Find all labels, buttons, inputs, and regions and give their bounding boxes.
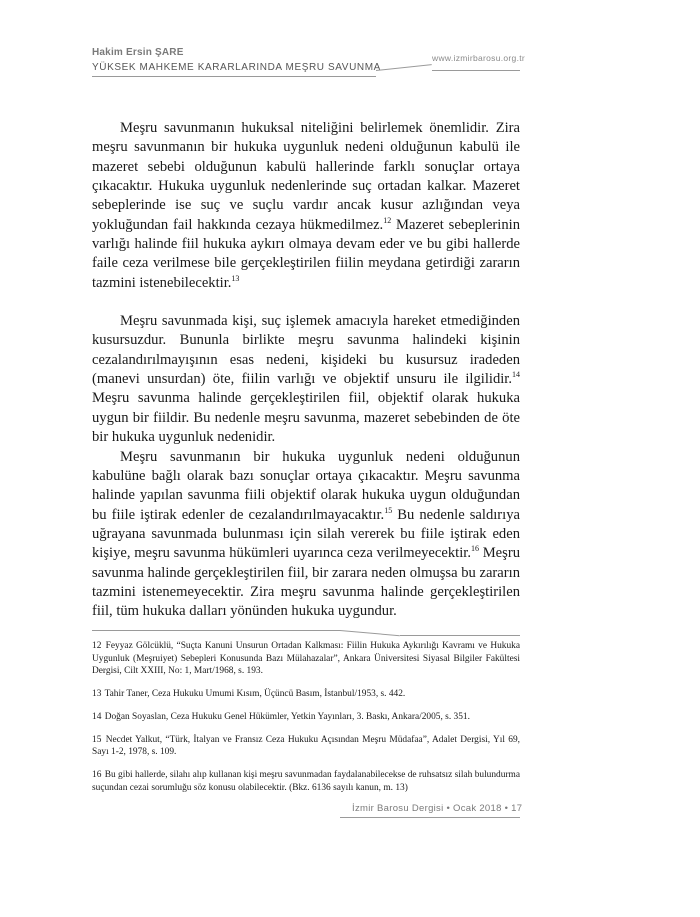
footnotes (92, 640, 520, 804)
paragraph-2-text-a: Meşru savunmada kişi, suç işlemek amacıyla hareket etmediğinden kusursuzdur. Bununla birlikte meşru savunma halindeki kişinin cezalandırılmayışının esas nedeni, kişideki bu kusursuz iradeden (manevi unsurdan) öte, fiilin varlığı ve objektif unsuru ile ilgilidir. (92, 313, 520, 388)
footnote-divider-right (400, 635, 520, 636)
footnote-number: 12 (92, 641, 102, 651)
footnote-ref-15: 15 (384, 505, 393, 515)
footnote-number: 15 (92, 734, 102, 745)
footnote-number: 16 (92, 769, 102, 780)
footnote-ref-13: 13 (231, 273, 240, 283)
paragraph-3-text-b: Bu nedenle saldırıya uğrayana savunmada bulunması için silah vererek bu fiile iştirak eden kişiye, meşru savunma hükümleri uyarınca ceza verilmeyecektir. (92, 506, 520, 562)
footnote-ref-16: 16 (470, 544, 479, 554)
footnote-12 (92, 640, 520, 678)
header-rule-diagonal (376, 64, 432, 71)
footnote-text: Bu gibi hallerde, silahı alıp kullanan kişi meşru savunmadan faydalanabilecekse de ruhsatsız silah bulundurma suçundan cezai sorumluğu söz konusu olabilecektir. (Bkz. 6136 sayılı kanun, m. 13) (92, 769, 521, 793)
running-header-title: YÜKSEK MAHKEME KARARLARINDA MEŞRU SAVUNMA (92, 62, 381, 73)
paragraph-2-text-b: Meşru savunma halinde gerçekleştirilen fiil, objektif olarak hukuka uygun bir fiildir. Bu nedenle meşru savunma, mazeret sebebinden de öte bir hukuka uygunluk nedenidir. (92, 390, 520, 446)
running-header-author: Hakim Ersin ŞARE (92, 47, 184, 58)
paragraph-1 (92, 119, 520, 293)
footnote-ref-12: 12 (383, 215, 392, 225)
footnote-ref-14: 14 (512, 370, 520, 380)
footnote-text: Tahir Taner, Ceza Hukuku Umumi Kısım, Üçüncü Basım, İstanbul/1953, s. 442. (104, 689, 406, 700)
main-text (92, 119, 520, 622)
footnote-number: 13 (92, 689, 102, 700)
footnote-13 (92, 688, 520, 701)
footnote-14 (92, 711, 520, 724)
header-url: www.izmirbarosu.org.tr (432, 53, 526, 63)
footnote-15 (92, 734, 520, 759)
paragraph-1-text-a: Meşru savunmanın hukuksal niteliğini belirlemek önemlidir. Zira meşru savunmanın bir hukuka uygunluk nedeni olduğunun kabulü ile mazeret sebebi olduğunun kabulü hallerinde farklı sonuçlar ortaya çıkacaktır. Hukuka uygunluk nedenlerinde suç ortadan kalkar. Mazeret sebeplerinde ise suç ve suçlu vardır ancak kusur azlığından veya yokluğundan fail hakkında cezaya hükmedilmez. (92, 120, 520, 233)
header-rule-right (432, 70, 520, 71)
footnote-text: Doğan Soyaslan, Ceza Hukuku Genel Hükümler, Yetkin Yayınları, 3. Baskı, Ankara/2005, s. 351. (104, 711, 470, 722)
paragraph-3-text-c: Meşru savunma halinde gerçekleştirilen fiil, bir zarara neden olmuşsa bu zararın tazmini istenemeyecektir. Zira meşru savunma halinde gerçekleştirilen fiil, tüm hukuka dalları yönünden hukuka uygundur. (92, 545, 520, 620)
footnote-divider-diagonal (340, 630, 400, 636)
footnote-16 (92, 769, 520, 794)
paragraph-2 (92, 312, 520, 447)
footnote-number: 14 (92, 711, 102, 722)
footnote-divider-left (92, 630, 340, 631)
paragraph-3 (92, 448, 520, 622)
paragraph-3-text-a: Meşru savunmanın bir hukuka uygunluk nedeni olduğunun kabulüne bağlı olarak bazı sonuçlar ortaya çıkacaktır. Meşru savunma halinde yapılan savunma fiili objektif olarak hukuka uygun olduğundan bu fiile iştirak edenler de cezalandırılmayacaktır. (92, 448, 520, 523)
footnote-text: Feyyaz Gölcüklü, “Suçta Kanuni Unsurun Ortadan Kalkması: Fiilin Hukuka Aykırılığı Kavramı ve Hukuka Uygunluk (Meşruiyet) Sebepleri Konusunda Bazı Mülahazalar”, Ankara Üniversitesi Siyasal Bilgiler Fakültesi Dergisi, Cilt XXIII, No: 1, Mart/1968, s. 193. (92, 641, 521, 677)
footer-rule (340, 817, 520, 818)
header-rule-left (92, 76, 376, 77)
footnote-text: Necdet Yalkut, “Türk, İtalyan ve Fransız Ceza Hukuku Açısından Meşru Müdafaa”, Adalet Dergisi, Yıl 69, Sayı 1-2, 1978, s. 109. (92, 734, 521, 758)
page-footer: İzmir Barosu Dergisi • Ocak 2018 • 17 (352, 803, 523, 814)
paragraph-1-text-b: Mazeret sebeplerinin varlığı halinde fiil hukuka aykırı olmaya devam eder ve bu gibi hallerde faile ceza verilmese bile gerçekleştirilen fiilin meydana getirdiği zararın tazmini istenebilecektir. (92, 216, 520, 291)
